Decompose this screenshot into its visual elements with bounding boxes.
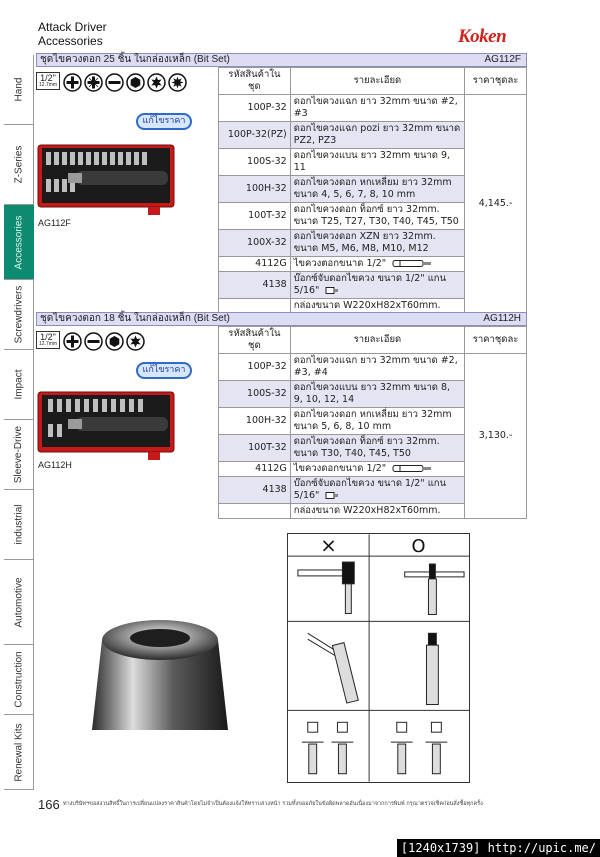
phillips-bit-icon xyxy=(63,332,82,351)
side-tab-label: Construction xyxy=(13,651,25,708)
item-description-text: ดอกไขควงแบน ยาว 32mm ขนาด 9, 11 xyxy=(293,150,451,173)
item-description-text: ดอกไขควงดอก หกเหลี่ยม ยาว 32mm ขนาด 4, 5, 6, 7, 8, 10 mm xyxy=(293,177,452,200)
table-header-row xyxy=(219,327,527,354)
side-tab-hand[interactable] xyxy=(4,55,34,125)
item-description xyxy=(290,435,464,462)
item-code: 100P-32 xyxy=(219,95,291,122)
item-code: 100P-32 xyxy=(219,354,291,381)
item-description-text: กล่องขนาด W220xH82xT60mm. xyxy=(293,505,441,516)
side-tab-z-series[interactable] xyxy=(4,125,34,205)
item-code: 100X-32 xyxy=(219,230,291,257)
disclaimer-note: ทางบริษัทฯขอสงวนสิทธิ์ในการเปลี่ยนแปลงราคาสินค้าโดยไม่จำเป็นต้องแจ้งให้ทราบล่วงหน้า รวมทั้งขออภัยในข้อผิดพลาดอันเนื่องมาจากการพิมพ์ กรุณาตรวจเช็คก่อนสั่งซื้อทุกครั้ง xyxy=(63,801,483,807)
correct-usage-mark: O xyxy=(411,536,426,558)
col-header-code: รหัสสินค้าในชุด xyxy=(219,68,291,95)
slotted-bit-icon xyxy=(105,73,124,92)
impact-driver-icon xyxy=(392,464,432,473)
col-header-desc: รายละเอียด xyxy=(290,327,464,354)
photo-caption: AG112H xyxy=(38,460,72,470)
product-code: AG112F xyxy=(484,54,521,65)
brand-logo: Koken xyxy=(458,26,507,47)
item-description-text: ดอกไขควงดอก หกเหลี่ยม ยาว 32mm ขนาด 5, 6, 8, 10 mm xyxy=(293,409,452,432)
item-code: 100H-32 xyxy=(219,176,291,203)
item-code: 100T-32 xyxy=(219,203,291,230)
image-watermark: [1240x1739] http://upic.me/ xyxy=(397,839,600,857)
side-tab-renewal-kits[interactable] xyxy=(4,715,34,790)
torx-bit-icon xyxy=(147,73,166,92)
drive-size-badge xyxy=(36,331,60,349)
item-description-text: กล่องขนาด W220xH82xT60mm. xyxy=(293,300,441,311)
col-header-code: รหัสสินค้าในชุด xyxy=(219,327,291,354)
side-tab-construction[interactable] xyxy=(4,645,34,715)
side-tab-label: Automotive xyxy=(13,576,25,628)
item-description xyxy=(290,257,464,272)
page-number: 166 xyxy=(38,797,60,812)
item-description-text: ไขควงตอกขนาด 1/2" xyxy=(293,258,387,269)
item-code: 4138 xyxy=(219,272,291,299)
wrong-usage-mark: × xyxy=(320,534,337,558)
item-description xyxy=(290,203,464,230)
driver-head-closeup-photo xyxy=(90,600,230,730)
bit-type-icons xyxy=(63,73,187,92)
item-description xyxy=(290,95,464,122)
side-tab-label: Z-Series xyxy=(13,145,25,184)
table-row xyxy=(219,95,527,122)
product-title-bar xyxy=(36,53,527,67)
item-description-text: ดอกไขควงดอก XZN ยาว 32mm. ขนาด M5, M6, M8, M10, M12 xyxy=(293,231,436,254)
side-tab-industrial[interactable] xyxy=(4,490,34,560)
item-description-text: ดอกไขควงแฉก pozi ยาว 32mm ขนาด PZ2, PZ3 xyxy=(293,123,461,146)
side-tab-automotive[interactable] xyxy=(4,560,34,645)
item-code: 4112G xyxy=(219,257,291,272)
item-code: 4138 xyxy=(219,477,291,504)
xzn-bit-icon xyxy=(168,73,187,92)
col-header-price: ราคาชุดละ xyxy=(465,327,527,354)
item-description xyxy=(290,149,464,176)
drive-size-mm: 12.7mm xyxy=(39,341,58,347)
item-code: 100T-32 xyxy=(219,435,291,462)
item-description-text: ดอกไขควงแบน ยาว 32mm ขนาด 8, 9, 10, 12, 14 xyxy=(293,382,451,405)
phillips-bit-icon xyxy=(63,73,82,92)
product-title: ชุดไขควงตอก 18 ชิ้น ในกล่องเหล็ก (Bit Set) xyxy=(40,313,230,324)
price-revised-tag: แก้ไขราคา xyxy=(136,113,192,130)
hex-bit-icon xyxy=(126,73,145,92)
bit-type-icons xyxy=(63,332,145,351)
item-code: 100H-32 xyxy=(219,408,291,435)
set-price: 3,130.- xyxy=(465,354,527,519)
side-tab-label: Accessories xyxy=(13,215,25,269)
slotted-bit-icon xyxy=(84,332,103,351)
pozidriv-bit-icon xyxy=(84,73,103,92)
item-code: 100S-32 xyxy=(219,381,291,408)
drive-size-mm: 12.7mm xyxy=(39,82,58,88)
item-description-text: บ๊อกซ์จับดอกไขควง ขนาด 1/2" แกน 5/16" xyxy=(293,273,447,296)
side-tab-label: Screwdrivers xyxy=(13,285,25,344)
bit-holder-socket-icon xyxy=(325,491,339,500)
bit-set-case-photo xyxy=(36,143,176,218)
set-price: 4,145.- xyxy=(465,95,527,314)
side-tab-label: Sleeve-Drive xyxy=(13,425,25,484)
product-block-ag112h xyxy=(36,312,527,527)
section-title xyxy=(38,20,107,48)
price-revised-tag: แก้ไขราคา xyxy=(136,362,192,379)
bit-holder-socket-icon xyxy=(325,286,339,295)
impact-driver-icon xyxy=(392,259,432,268)
table-row xyxy=(219,354,527,381)
product-title: ชุดไขควงตอก 25 ชิ้น ในกล่องเหล็ก (Bit Set) xyxy=(40,54,230,65)
item-description xyxy=(290,230,464,257)
drive-size-badge xyxy=(36,72,60,90)
table-header-row xyxy=(219,68,527,95)
side-tab-impact[interactable] xyxy=(4,350,34,420)
photo-caption: AG112F xyxy=(38,218,71,228)
torx-bit-icon xyxy=(126,332,145,351)
usage-diagram xyxy=(287,533,470,783)
item-description xyxy=(290,272,464,299)
item-description xyxy=(290,354,464,381)
product-block-ag112f xyxy=(36,53,527,311)
item-description xyxy=(290,122,464,149)
side-tab-label: Impact xyxy=(13,369,25,400)
item-code: 100S-32 xyxy=(219,149,291,176)
product-title-bar xyxy=(36,312,527,326)
side-tab-label: Renewal Kits xyxy=(13,722,25,782)
section-title-line1: Attack Driver xyxy=(38,20,107,34)
item-description xyxy=(290,462,464,477)
item-description xyxy=(290,408,464,435)
category-tabs xyxy=(4,55,34,790)
item-code: 4112G xyxy=(219,462,291,477)
col-header-desc: รายละเอียด xyxy=(290,68,464,95)
product-code: AG112H xyxy=(483,313,521,324)
item-description-text: บ๊อกซ์จับดอกไขควง ขนาด 1/2" แกน 5/16" xyxy=(293,478,447,501)
side-tab-screwdrivers[interactable] xyxy=(4,280,34,350)
col-header-price: ราคาชุดละ xyxy=(465,68,527,95)
contents-table xyxy=(218,326,527,519)
section-title-line2: Accessories xyxy=(38,34,103,48)
item-description xyxy=(290,381,464,408)
item-description xyxy=(290,176,464,203)
hex-bit-icon xyxy=(105,332,124,351)
drive-size: 1/2" xyxy=(40,332,56,342)
drive-size: 1/2" xyxy=(40,73,56,83)
item-description-text: ดอกไขควงแฉก ยาว 32mm ขนาด #2, #3, #4 xyxy=(293,355,458,378)
item-description-text: ไขควงดอกขนาด 1/2" xyxy=(293,463,387,474)
item-description xyxy=(290,504,464,519)
contents-table xyxy=(218,67,527,314)
bit-set-case-photo xyxy=(36,390,176,462)
side-tab-label: Hand xyxy=(13,77,25,102)
item-description xyxy=(290,477,464,504)
side-tab-sleeve-drive[interactable] xyxy=(4,420,34,490)
side-tab-label: industrial xyxy=(13,504,25,545)
item-code xyxy=(219,504,291,519)
item-description-text: ดอกไขควงดอก ท็อกซ์ ยาว 32mm. ขนาด T30, T40, T45, T50 xyxy=(293,436,440,459)
item-description-text: ดอกไขควงแฉก ยาว 32mm ขนาด #2, #3 xyxy=(293,96,458,119)
side-tab-accessories[interactable] xyxy=(4,205,34,280)
item-description-text: ดอกไขควงดอก ท็อกซ์ ยาว 32mm. ขนาด T25, T27, T30, T40, T45, T50 xyxy=(293,204,459,227)
item-code: 100P-32(PZ) xyxy=(219,122,291,149)
